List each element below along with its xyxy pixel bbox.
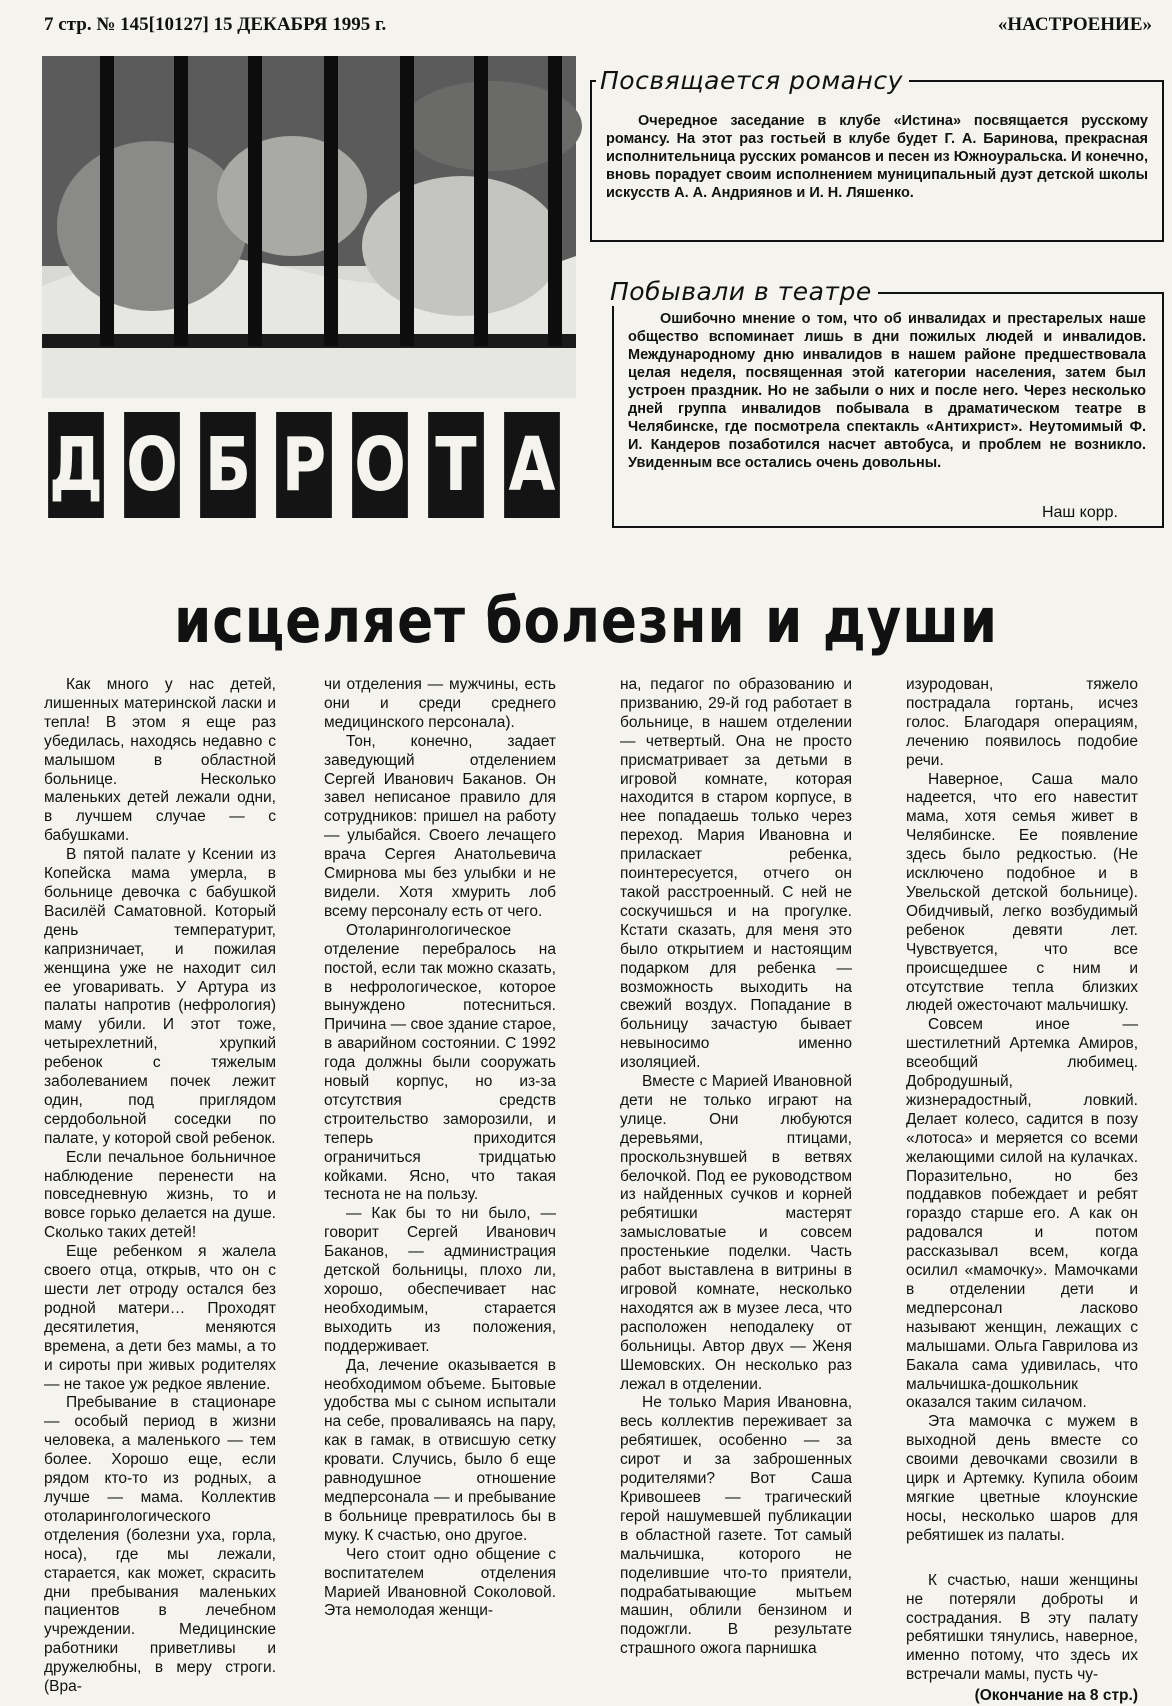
- romance-news-box: [590, 66, 1164, 242]
- paragraph: Да, лечение оказывается в необходимом объеме. Бытовые удобства мы с сыном испытали на себе, проваливаясь на пару, как в гамак, в отвисшую сетку кровати. Случись, было б еще равнодушное отношение медперсонала — и пребывание в больнице превратилось бы в муку. К счастью, оно другое.: [324, 1356, 556, 1544]
- paragraph: чи отделения — мужчины, есть они и среди среднего медицинского персонала).: [324, 676, 556, 731]
- article-headline: исцеляет болезни и души: [174, 584, 998, 657]
- continuation-note: (Окончание на 8 стр.): [974, 1687, 1138, 1705]
- issue-info: 7 стр. № 145[10127] 15 ДЕКАБРЯ 1995 г.: [44, 14, 387, 35]
- hero-letter: О: [352, 412, 408, 518]
- hero-letter: Р: [276, 412, 332, 518]
- paragraph: Как много у нас детей, лишенных материнской ласки и тепла! В этом я еще раз убедилась, находясь недавно с малышом в областной больнице. Несколько маленьких детей лежали одни, в лучшем случае — с бабушками.: [44, 676, 276, 845]
- paragraph: Чего стоит одно общение с воспитателем отделения Марией Ивановной Соколовой. Эта немолодая женщи-: [324, 1545, 556, 1620]
- paragraph: Пребывание в стационаре — особый период в жизни человека, а маленького — тем более. Хорошо еще, если рядом кто-то из родных, а лучше — мама. Коллектив отоларингологического отделения (болезни уха, горла, носа), где мы лежали, старается, как может, скрасить дни пребывания маленьких пациентов в лечебном учреждении. Медицинские работники приветливы и дружелюбны, в меру строги. (Вра-: [44, 1394, 276, 1696]
- article-column-4: [906, 676, 1138, 1705]
- paragraph: Тон, конечно, задает заведующий отделением Сергей Иванович Баканов. Он завел неписаное правило для сотрудников: пришел на работу — улыбайся. Своего лечащего врача Сергея Анатольевича Смирнова мы без улыбки и не видели. Хотя хмурить лоб всему персоналу есть от чего.: [324, 732, 556, 920]
- romance-news-title: Посвящается романсу: [596, 66, 909, 95]
- signature: Наш корр.: [1041, 504, 1118, 521]
- paragraph: Не только Мария Ивановна, весь коллектив переживает за ребятишек, особенно — за сирот и за заброшенных родителями? Вот Саша Кривошеев — трагический герой нашумевшей публикации в областной газете. Тот самый мальчишка, которого не поделившие что-то приятели, подрабатывающие мытьем машин, облили бензином и подожгли. В результате страшного ожога парнишка: [620, 1394, 852, 1658]
- theatre-news-box: [610, 277, 1164, 528]
- page-header: [44, 14, 1152, 42]
- paragraph: изуродован, тяжело пострадала гортань, исчез голос. Благодаря операциям, лечению появилось подобие речи.: [906, 676, 1138, 769]
- hero-letter: Д: [48, 412, 104, 518]
- hero-letter: О: [124, 412, 180, 518]
- paragraph: Если печальное больничное наблюдение перенести на повседневную жизнь, то и вовсе горько делается на душе. Сколько таких детей!: [44, 1148, 276, 1242]
- paragraph: Вместе с Марией Ивановной дети не только играют на улице. Они любуются деревьями, птицами, проскользнувшей в ветвях белочкой. Под ее руководством из найденных сучков и корней ребятишки мастерят замысловатые и совсем простенькие поделки. Часть работ выставлена в витрины в игровой комнате, несколько находятся аж в музее леса, что расположен неподалеку от больницы. Автор двух — Женя Шемовских. Он несколько раз лежал в отделении.: [620, 1073, 852, 1393]
- paragraph: — Как бы то ни было, — говорит Сергей Иванович Баканов, — администрация детской больницы, плохо ли, хорошо, обеспечивает нас необходимым, старается выходить из положения, поддерживает.: [324, 1205, 556, 1355]
- theatre-news-text: Ошибочно мнение о том, что об инвалидах и престарелых наше общество вспоминает лишь в дни пожилых людей и инвалидов. Международному дню инвалидов в нашем районе предшествовала целая неделя, посвященная этой категории населения, затем был устроен праздник. Но не забыли о них и после него. Через несколько дней группа инвалидов побывала в драматическом театре в Челябинске, где посмотрела спектакль «Антихрист». Неутомимый Ф. И. Кандеров позаботился насчет автобуса, и проблем не возникло. Увиденным все остались очень довольны.: [628, 311, 1146, 471]
- paragraph: Наверное, Саша мало надеется, что его навестит мама, хотя семья живет в Челябинске. Ее появление здесь было редкостью. (Не исключено подобное и в Увельской детской больнице). Обидчивый, легко возбудимый ребенок девяти лет. Чувствуется, что все происщедшее с ним и отсутствие тепла близких людей ожесточают мальчишку.: [906, 770, 1138, 1015]
- paragraph: В пятой палате у Ксении из Копейска мама умерла, в больнице девочка с бабушкой Василёй Саматовной. Который день температурит, капризничает, и пожилая женщина уже не находит сил ее уговаривать. У Артура из палаты напротив (нефрология) маму убили. И этот тоже, четырехлетний, хрупкий ребенок с тяжелым заболеванием почек лежит один, под приглядом сердобольной соседки по палате, у которой свой ребенок.: [44, 846, 276, 1147]
- paragraph: К счастью, наши женщины не потеряли доброты и сострадания. В эту палату ребятишки тянулись, наверное, именно потому, что здесь их встречали мамы, пусть чу-: [906, 1571, 1138, 1684]
- section-name: «НАСТРОЕНИЕ»: [997, 14, 1152, 35]
- romance-news-text: Очередное заседание в клубе «Истина» посвящается русскому романсу. На этот раз гостьей в клубе будет Г. А. Баринова, прекрасная исполнительница русских романсов и песен из Южноуральска. И конечно, вновь порадует своим исполнением муниципальный дуэт детской школы искусств А. А. Андриянов и И. Н. Ляшенко.: [606, 113, 1148, 201]
- theatre-news-title: Побывали в театре: [606, 277, 878, 306]
- hero-letter: Т: [428, 412, 484, 518]
- paragraph: Еще ребенком я жалела своего отца, открыв, что он с шести лет отроду остался без родной матери… Проходят десятилетия, меняются времена, а дети без мамы, а то и сироты при живых родителях — не такое уж редкое явление.: [44, 1243, 276, 1393]
- article-column-2: [324, 676, 556, 1666]
- paragraph: Совсем иное — шестилетний Артемка Амиров, всеобщий любимец. Добродушный, жизнерадостный, ловкий. Делает колесо, садится в позу «лотоса» и меряется со всеми желающими силой на кулачках. Поразительно, но без поддавков побеждает и ребят гораздо старше его. А как он радовался и потом рассказывал всем, когда осилил «мамочку». Мамочками в отделении дети и медперсонал ласково называют женщин, лежащих с малышами. Ольга Гаврилова из Бакала сама удивилась, что мальчишка-дошкольник оказался таким силачом.: [906, 1016, 1138, 1412]
- article-column-1: [44, 676, 276, 1696]
- article-column-3: [620, 676, 852, 1666]
- hero-letter: А: [504, 412, 560, 518]
- hero-word: [42, 412, 566, 518]
- hero-letter: Б: [200, 412, 256, 518]
- paragraph: на, педагог по образованию и призванию, 29-й год работает в больнице, в нашем отделении — четвертый. Она не просто присматривает за детьми в игровой комнате, которая находится в старом корпусе, в нее попадаешь только через переход. Мария Ивановна и приласкает ребенка, поинтересуется, отчего он такой расстроенный. С ней не соскучишься и на прогулке. Кстати сказать, для меня это было открытием и настоящим подарком для ребенка — возможность выходить на свежий воздух. Попадание в больницу зачастую бывает невыносимо именно изоляцией.: [620, 676, 852, 1072]
- children-in-crib-photo: [42, 56, 576, 398]
- paragraph: Эта мамочка с мужем в выходной день вместе со своими девочками свозили в цирк и Артемку. Купила обоим мягкие цветные клоунские носы, несколько шаров для ребятишек из палаты.: [906, 1413, 1138, 1544]
- paragraph: Отоларингологическое отделение перебралось на постой, если так можно сказать, в нефрологическое, которое вынуждено потесниться. Причина — свое здание старое, в аварийном состоянии. С 1992 года должны были сооружать новый корпус, но из-за отсутствия средств строительство заморозили, и теперь приходится ограничиться тридцатью койками. Ясно, что такая теснота не на пользу.: [324, 921, 556, 1204]
